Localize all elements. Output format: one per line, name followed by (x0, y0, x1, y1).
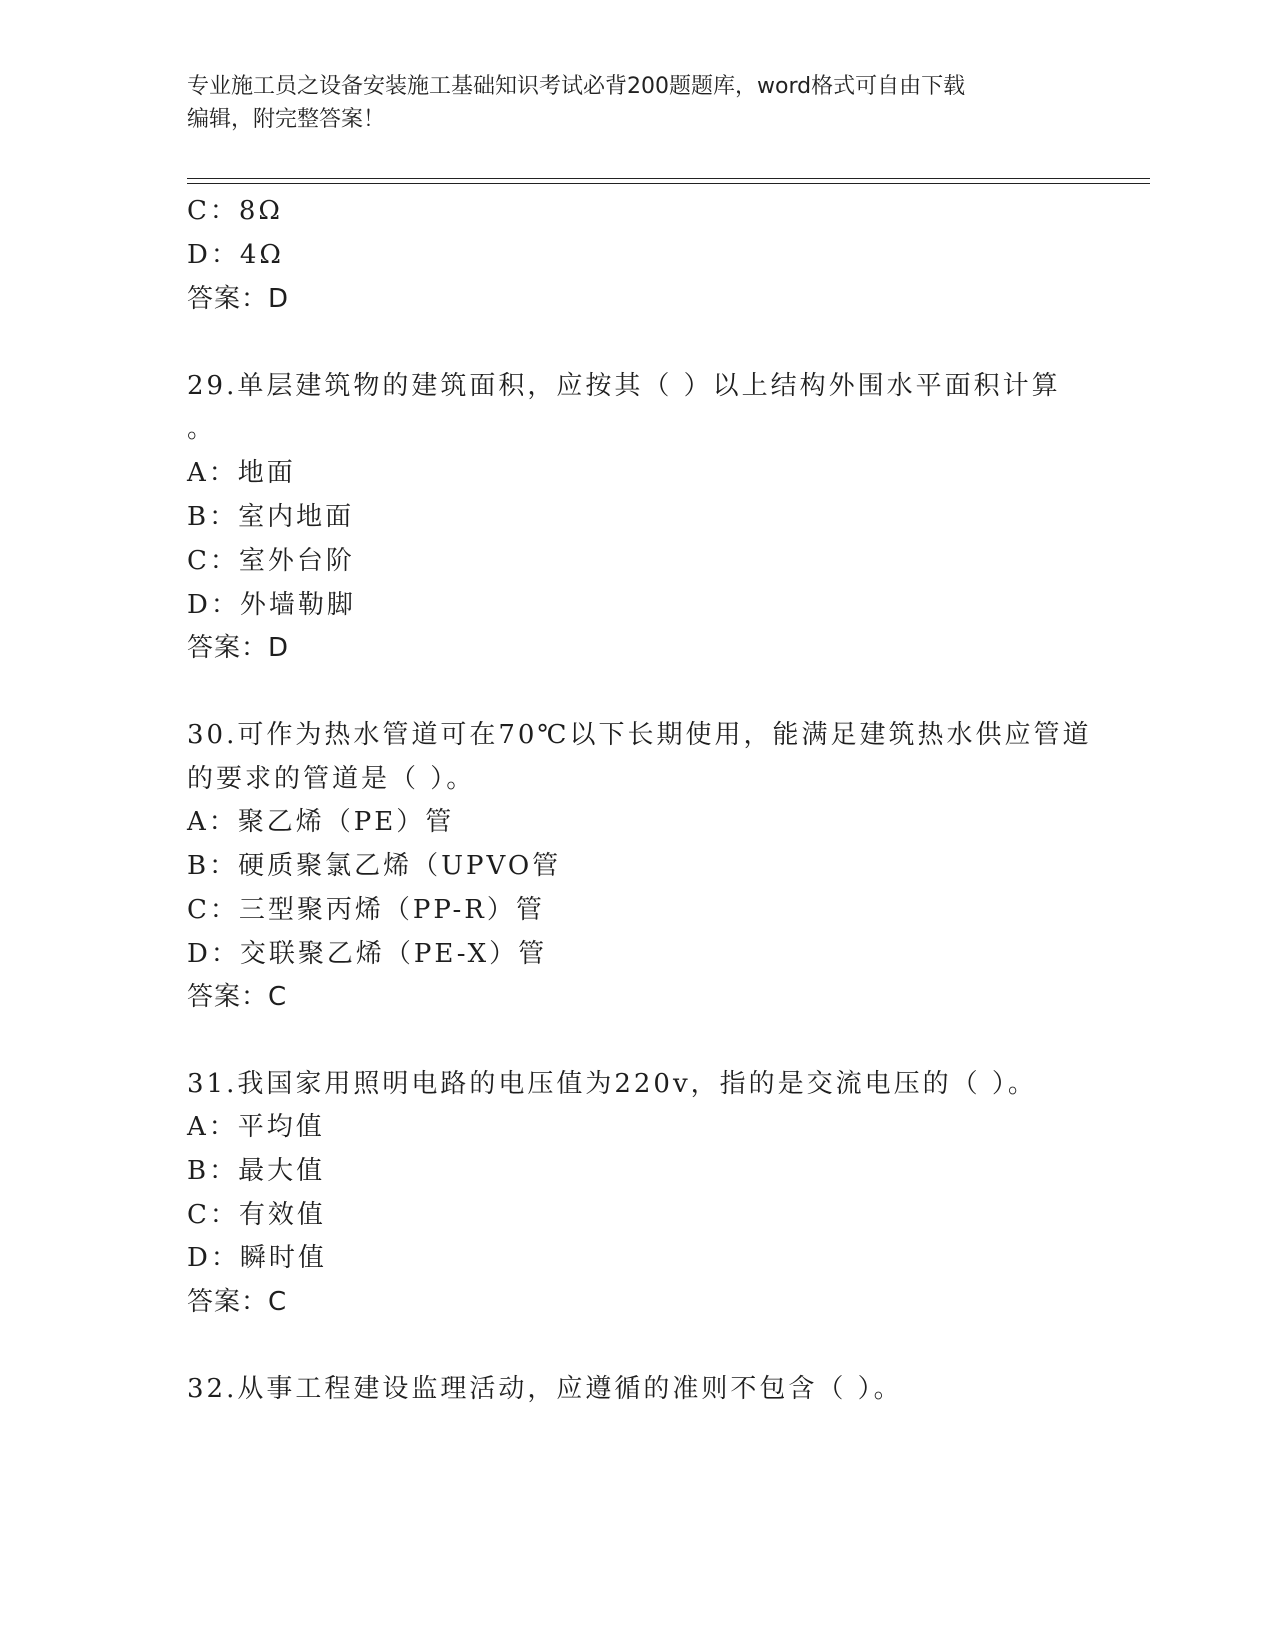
q31-option-a: A：平均值 (187, 1112, 325, 1142)
q28-answer: 答案：D (187, 284, 290, 314)
q31-answer: 答案：C (187, 1287, 288, 1317)
document-header (187, 70, 1087, 136)
q28-option-c: C：8Ω (187, 196, 283, 226)
q28-option-d: D：4Ω (187, 240, 284, 270)
q30-answer: 答案：C (187, 982, 288, 1012)
header-rule-bottom (187, 183, 1150, 184)
q29-stem-line2: 。 (187, 414, 217, 444)
q29-stem-line1: 29.单层建筑物的建筑面积，应按其（ ）以上结构外围水平面积计算 (187, 371, 1061, 401)
q30-option-a: A：聚乙烯（PE）管 (187, 807, 455, 837)
q30-option-d: D：交联聚乙烯（PE-X）管 (187, 939, 548, 969)
q29-option-c: C：室外台阶 (187, 546, 355, 576)
q31-option-d: D：瞬时值 (187, 1243, 327, 1273)
q29-answer: 答案：D (187, 633, 290, 663)
header-title-line1: 专业施工员之设备安装施工基础知识考试必背200题题库，word格式可自由下载 (187, 74, 966, 99)
q31-stem-line1: 31.我国家用照明电路的电压值为220v，指的是交流电压的（ ）。 (187, 1069, 1037, 1099)
q29-option-b: B：室内地面 (187, 502, 355, 532)
q29-option-a: A：地面 (187, 458, 296, 488)
q31-option-c: C：有效值 (187, 1200, 326, 1230)
q32-stem-line1: 32.从事工程建设监理活动，应遵循的准则不包含（ ）。 (187, 1374, 903, 1404)
q30-stem-line1: 30.可作为热水管道可在70℃以下长期使用，能满足建筑热水供应管道 (187, 720, 1092, 750)
q29-option-d: D：外墙勒脚 (187, 590, 356, 620)
q30-stem-line2: 的要求的管道是（ ）。 (187, 764, 476, 794)
q31-option-b: B：最大值 (187, 1156, 326, 1186)
q30-option-c: C：三型聚丙烯（PP-R）管 (187, 895, 545, 925)
q30-option-b: B：硬质聚氯乙烯（UPVO管 (187, 851, 562, 881)
header-rule-top (187, 178, 1150, 179)
header-title-line2: 编辑，附完整答案！ (187, 107, 386, 132)
